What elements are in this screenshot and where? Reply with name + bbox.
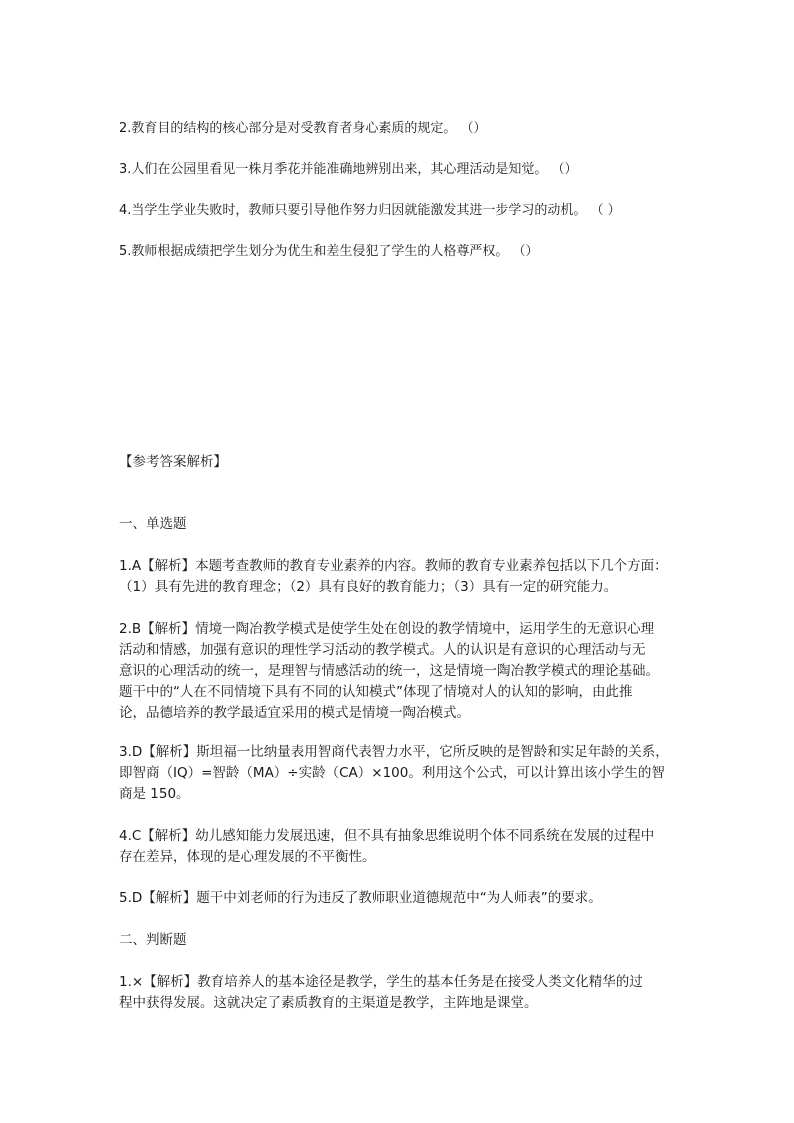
answer-single-4: 4.C【解析】幼儿感知能力发展迅速，但不具有抽象思维说明个体不同系统在发展的过程中 存在差异，体现的是心理发展的不平衡性。 [119, 828, 655, 865]
answer-single-5: 5.D【解析】题干中刘老师的行为违反了教师职业道德规范中“为人师表”的要求。 [119, 890, 602, 906]
answer-single-2: 2.B【解析】情境一陶冶教学模式是使学生处在创设的教学情境中，运用学生的无意识心理 活动和情感，加强有意识的理性学习活动的教学模式。人的认识是有意识的心理活动与无 意识的心理活动的统一，是理智与情感活动的统一，这是情境一陶冶教学模式的理论基础。 题干中的“人在不同情境下具有不同的认知模式”体现了情境对人的认知的影响，由此推 论，品德培养的教学最适宜采用的模式是情境一陶冶模式。 [119, 621, 659, 721]
question-4: 4.当学生学业失败时，教师只要引导他作努力归因就能激发其进一步学习的动机。 （ ） [119, 203, 621, 218]
answer-single-3: 3.D【解析】斯坦福一比纳量表用智商代表智力水平，它所反映的是智龄和实足年龄的关系， 即智商（IQ）=智龄（MA）÷实龄（CA）×100。利用这个公式，可以计算出该小学生的智 商是 150。 [119, 744, 669, 802]
answer-judge-1: 1.×【解析】教育培养人的基本途径是教学，学生的基本任务是在接受人类文化精华的过 程中获得发展。这就决定了素质教育的主渠道是教学，主阵地是课堂。 [119, 974, 643, 1011]
answer-single-1: 1.A【解析】本题考查教师的教育专业素养的内容。教师的教育专业素养包括以下几个方面： （1）具有先进的教育理念；（2）具有良好的教育能力；（3）具有一定的研究能力。 [119, 558, 668, 595]
question-2: 2.教育目的结构的核心部分是对受教育者身心素质的规定。 （） [119, 121, 487, 136]
section-heading-judgement: 二、判断题 [119, 932, 187, 948]
question-5: 5.教师根据成绩把学生划分为优生和差生侵犯了学生的人格尊严权。 （） [119, 244, 539, 259]
question-3: 3.人们在公园里看见一株月季花并能准确地辨别出来，其心理活动是知觉。 （） [119, 162, 578, 177]
answer-section-title: 【参考答案解析】 [119, 454, 227, 470]
section-heading-single-choice: 一、单选题 [119, 516, 187, 532]
